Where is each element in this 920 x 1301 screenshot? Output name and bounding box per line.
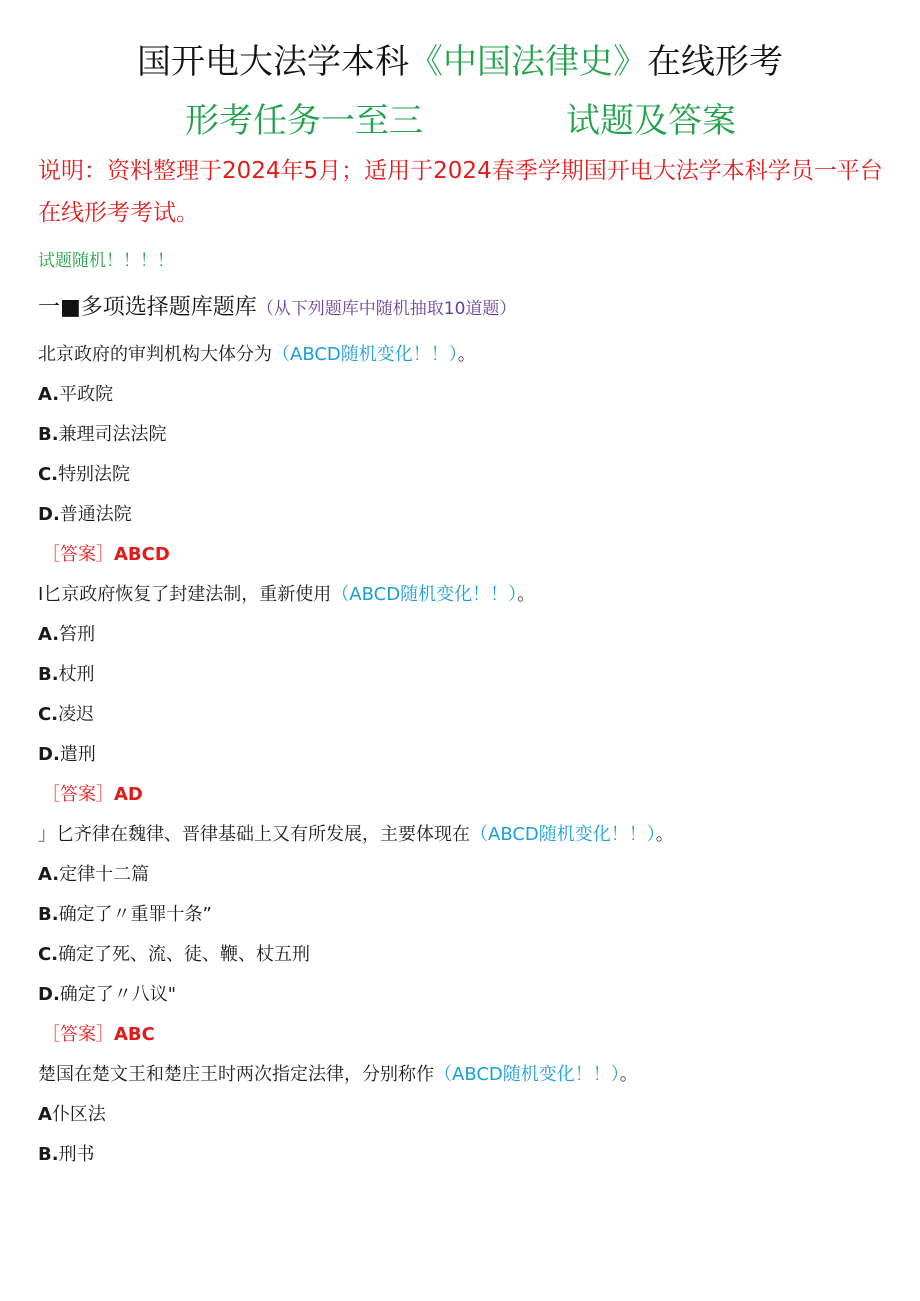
section-heading (38, 292, 516, 325)
question-text (38, 1062, 888, 1088)
option-text: 笞刑 (59, 624, 96, 645)
option-b (38, 1142, 888, 1168)
option-text: 确定了〃八议" (59, 984, 177, 1005)
question-text (38, 342, 888, 368)
option-d (38, 982, 888, 1008)
option-a (38, 622, 888, 648)
option-text: 兼理司法法院 (58, 424, 167, 445)
option-c (38, 462, 888, 488)
answer-line (38, 542, 888, 568)
answer-value: ABC (114, 1024, 155, 1045)
option-b (38, 662, 888, 688)
option-letter: D. (38, 744, 60, 765)
question-stem: I匕京政府恢复了封建法制，重新使用 (38, 584, 332, 605)
option-c (38, 942, 888, 968)
answer-value: ABCD (114, 544, 170, 565)
option-text: 定律十二篇 (59, 864, 150, 885)
answer-label: ［答案］ (42, 1024, 114, 1045)
question-hint: （ABCD随机变化！！） (331, 584, 518, 605)
random-notice: 试题随机！！！！ (38, 251, 174, 271)
option-letter: C. (38, 704, 59, 725)
option-letter: B. (38, 664, 59, 685)
option-letter: B. (38, 424, 59, 445)
answer-label: ［答案］ (42, 544, 114, 565)
question-end: 。 (457, 344, 476, 365)
question-text (38, 582, 888, 608)
document-subtitle (0, 98, 920, 144)
option-text: 仆区法 (51, 1104, 106, 1125)
option-text: 刑书 (58, 1144, 95, 1165)
option-letter: A. (38, 384, 60, 405)
option-d (38, 502, 888, 528)
question-end: 。 (655, 824, 674, 845)
option-text: 遣刑 (59, 744, 96, 765)
title-prefix: 国开电大法学本科 (137, 42, 409, 82)
option-text: 特别法院 (58, 464, 131, 485)
option-letter: D. (38, 984, 60, 1005)
question-stem: 楚国在楚文王和楚庄王时两次指定法律，分别称作 (38, 1064, 434, 1085)
option-a (38, 862, 888, 888)
option-text: 普通法院 (59, 504, 132, 525)
question-hint: （ABCD随机变化！！） (434, 1064, 620, 1085)
option-letter: D. (38, 504, 60, 525)
option-text: 确定了〃重罪十条” (58, 904, 212, 925)
subtitle-left: 形考任务一至三 (185, 101, 423, 141)
option-text: 平政院 (59, 384, 114, 405)
option-letter: B. (38, 1144, 59, 1165)
title-course: 《中国法律史》 (409, 42, 647, 82)
question-list (38, 336, 888, 1182)
question-stem: 」匕齐律在魏律、晋律基础上又有所发展，主要体现在 (38, 824, 470, 845)
option-c (38, 702, 888, 728)
option-b (38, 422, 888, 448)
option-letter: A. (38, 864, 60, 885)
option-b (38, 902, 888, 928)
option-a (38, 1102, 888, 1128)
section-title: 一■多项选择题库题库 (38, 295, 257, 320)
question-hint: （ABCD随机变化！！） (470, 824, 656, 845)
option-text: 确定了死、流、徒、鞭、杖五刑 (58, 944, 311, 965)
option-letter: C. (38, 464, 59, 485)
option-a (38, 382, 888, 408)
answer-label: ［答案］ (42, 784, 114, 805)
subtitle-right: 试题及答案 (566, 101, 736, 141)
question-end: 。 (619, 1064, 638, 1085)
question-hint: （ABCD随机变化！！） (272, 344, 458, 365)
option-letter: C. (38, 944, 59, 965)
option-letter: A. (38, 624, 60, 645)
answer-line (38, 782, 888, 808)
option-text: 凌迟 (58, 704, 95, 725)
answer-value: AD (114, 784, 143, 805)
option-letter: A (38, 1104, 52, 1125)
section-subtitle: （从下列题库中随机抽取10道题） (256, 299, 517, 319)
question-text (38, 822, 888, 848)
option-letter: B. (38, 904, 59, 925)
option-d (38, 742, 888, 768)
option-text: 杖刑 (58, 664, 95, 685)
title-suffix: 在线形考 (647, 42, 783, 82)
document-title (0, 40, 920, 84)
question-stem: 北京政府的审判机构大体分为 (38, 344, 272, 365)
question-end: 。 (517, 584, 536, 605)
answer-line (38, 1022, 888, 1048)
description-note: 说明：资料整理于2024年5月；适用于2024春季学期国开电大法学本科学员一平台在线形考考试。 (38, 158, 883, 226)
